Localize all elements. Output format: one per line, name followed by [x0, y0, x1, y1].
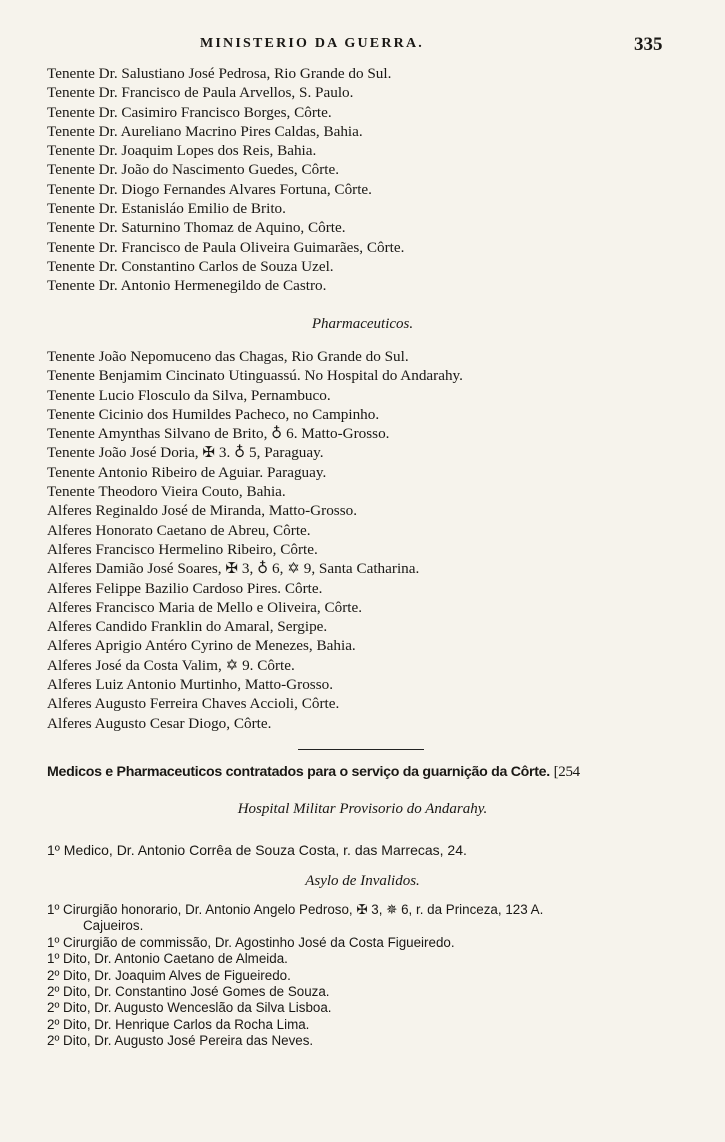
- contratados-heading: [47, 764, 725, 781]
- list-item: Tenente Dr. Joaquim Lopes dos Reis, Bahia.: [47, 142, 317, 160]
- hospital-heading: Hospital Militar Provisorio do Andarahy.: [237, 801, 488, 817]
- list-item: Tenente Dr. Aureliano Macrino Pires Caldas, Bahia.: [47, 122, 363, 140]
- list-item: Alferes Aprigio Antéro Cyrino de Menezes, Bahia.: [47, 637, 356, 655]
- list-item: Alferes Luiz Antonio Murtinho, Matto-Grosso.: [47, 676, 333, 694]
- list-item: 2º Dito, Dr. Constantino José Gomes de Souza.: [47, 983, 330, 999]
- contratados-ref: [254: [553, 764, 580, 780]
- list-item: Alferes Francisco Hermelino Ribeiro, Côrte.: [47, 540, 318, 558]
- pharmaceuticos-list: [47, 347, 707, 733]
- list-item: Tenente Dr. Salustiano José Pedrosa, Rio Grande do Sul.: [47, 65, 392, 82]
- list-item: Tenente Dr. Saturnino Thomaz de Aquino, Côrte.: [47, 219, 346, 237]
- pharmaceuticos-heading: Pharmaceuticos.: [311, 316, 414, 332]
- list-item: 2º Dito, Dr. Augusto José Pereira das Neves.: [47, 1033, 314, 1049]
- list-item: 2º Dito, Dr. Joaquim Alves de Figueiredo.: [47, 967, 291, 983]
- list-item: 1º Cirurgião de commissão, Dr. Agostinho José da Costa Figueiredo.: [47, 934, 455, 950]
- list-item: 1º Cirurgião honorario, Dr. Antonio Angelo Pedroso, ✠ 3, ✵ 6, r. da Princeza, 123 A.: [47, 902, 544, 917]
- section-divider: [298, 749, 424, 750]
- list-item: Alferes José da Costa Valim, ✡ 9. Côrte.: [47, 656, 295, 674]
- hospital-medico: 1º Medico, Dr. Antonio Corrêa de Souza Costa, r. das Marrecas, 24.: [47, 842, 467, 858]
- list-item: Tenente Amynthas Silvano de Brito, ♁ 6. Matto-Grosso.: [47, 425, 390, 443]
- tenentes-list: [47, 64, 707, 296]
- list-item: Tenente Benjamim Cincinato Utinguassú. No Hospital do Andarahy.: [47, 367, 463, 385]
- list-item: Alferes Honorato Caetano de Abreu, Côrte.: [47, 521, 311, 539]
- list-item: Tenente Theodoro Vieira Couto, Bahia.: [47, 483, 286, 501]
- list-item: Tenente Lucio Flosculo da Silva, Pernambuco.: [47, 386, 331, 404]
- list-item: Tenente Dr. Francisco de Paula Arvellos, S. Paulo.: [47, 84, 354, 102]
- list-item: Tenente Dr. Constantino Carlos de Souza Uzel.: [47, 257, 334, 275]
- page-number: 335: [634, 34, 663, 55]
- list-item: Alferes Francisco Maria de Mello e Oliveira, Côrte.: [47, 598, 363, 616]
- contratados-title: Medicos e Pharmaceuticos contratados para o serviço da guarnição da Côrte.: [47, 764, 550, 780]
- asylo-list: [47, 902, 707, 1050]
- list-item: Tenente Dr. João do Nascimento Guedes, Côrte.: [47, 161, 340, 179]
- list-item: Tenente João José Doria, ✠ 3. ♁ 5, Paraguay.: [47, 444, 324, 462]
- list-item: Alferes Felippe Bazilio Cardoso Pires. Côrte.: [47, 579, 323, 597]
- list-item: Alferes Candido Franklin do Amaral, Sergipe.: [47, 618, 328, 636]
- list-item: Alferes Augusto Cesar Diogo, Côrte.: [47, 714, 272, 732]
- list-item: Tenente Dr. Estanisláo Emilio de Brito.: [47, 200, 286, 218]
- page-title: MINISTERIO DA GUERRA.: [200, 36, 424, 51]
- list-item: Alferes Damião José Soares, ✠ 3, ♁ 6, ✡ 9, Santa Catharina.: [47, 560, 420, 578]
- list-item: Alferes Augusto Ferreira Chaves Accioli, Côrte.: [47, 695, 340, 713]
- list-item: Tenente Antonio Ribeiro de Aguiar. Paraguay.: [47, 463, 327, 481]
- list-item: Tenente Dr. Antonio Hermenegildo de Castro.: [47, 277, 327, 295]
- list-item: 2º Dito, Dr. Henrique Carlos da Rocha Lima.: [47, 1016, 310, 1032]
- list-item: Tenente Dr. Diogo Fernandes Alvares Fortuna, Côrte.: [47, 180, 372, 198]
- list-item: Tenente Dr. Casimiro Francisco Borges, Côrte.: [47, 103, 332, 121]
- list-item: Tenente Dr. Francisco de Paula Oliveira Guimarães, Côrte.: [47, 238, 405, 256]
- list-item: 1º Dito, Dr. Antonio Caetano de Almeida.: [47, 951, 288, 967]
- list-item: Cajueiros.: [83, 918, 144, 934]
- list-item: Tenente Cicinio dos Humildes Pacheco, no Campinho.: [47, 405, 380, 423]
- asylo-heading: Asylo de Invalidos.: [305, 873, 420, 889]
- list-item: Tenente João Nepomuceno das Chagas, Rio Grande do Sul.: [47, 348, 409, 365]
- list-item: 2º Dito, Dr. Augusto Wenceslão da Silva Lisboa.: [47, 1000, 332, 1016]
- list-item: Alferes Reginaldo José de Miranda, Matto-Grosso.: [47, 502, 358, 520]
- page-header: [0, 36, 725, 58]
